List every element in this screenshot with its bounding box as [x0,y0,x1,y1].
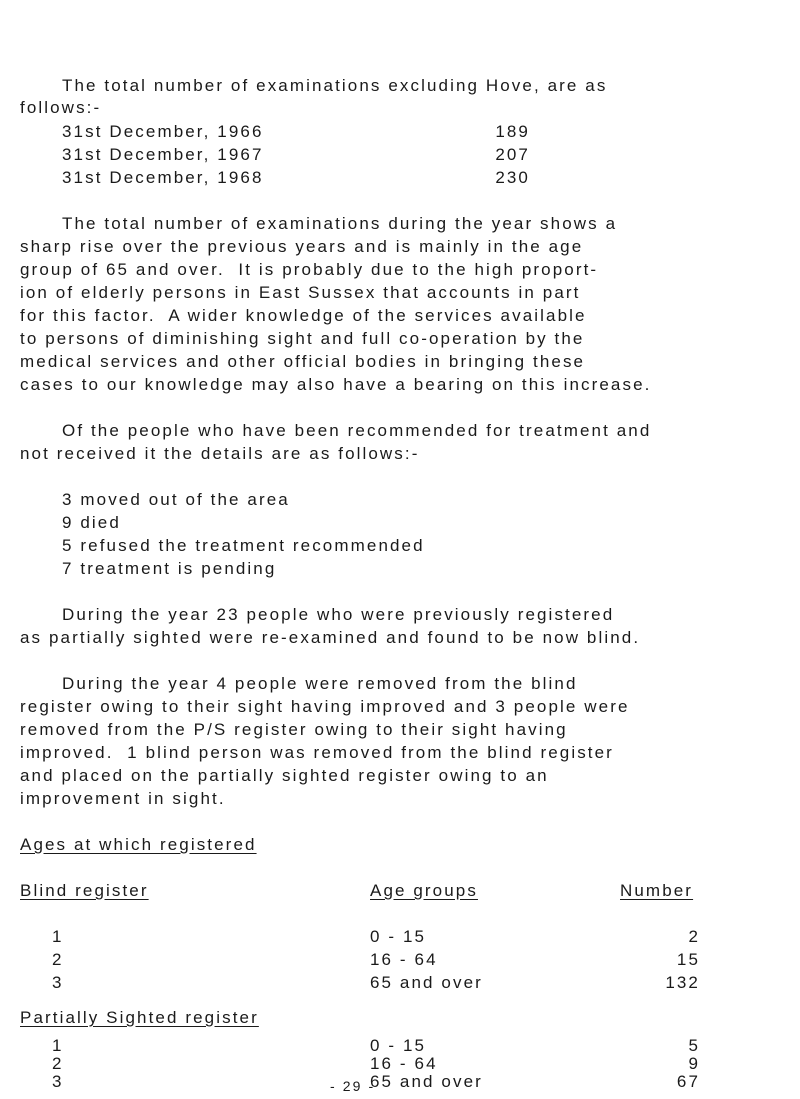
paragraph-line: as partially sighted were re-examined and found to be now blind. [20,628,641,647]
age-group-cell: 0 - 15 [370,927,427,946]
number-cell: 67 [676,1072,700,1091]
paragraph-line: sharp rise over the previous years and is mainly in the age [20,237,584,256]
exam-count-value: 189 [495,122,530,141]
number-cell: 9 [688,1054,700,1073]
paragraph-line: and placed on the partially sighted register owing to an [20,766,549,785]
number-cell: 132 [665,973,700,992]
list-item: 3 moved out of the area [62,490,290,509]
row-index: 3 [52,1072,64,1091]
paragraph-line: removed from the P/S register owing to their sight having [20,720,568,739]
number-cell: 5 [688,1036,700,1055]
exam-count-date: 31st December, 1967 [62,145,264,164]
row-index: 3 [52,973,64,992]
age-group-cell: 16 - 64 [370,1054,438,1073]
list-item: 9 died [62,513,121,532]
row-index: 2 [52,1054,64,1073]
paragraph-line: During the year 4 people were removed from the blind [62,674,578,693]
paragraph-line: improved. 1 blind person was removed from the blind register [20,743,614,762]
age-group-cell: 0 - 15 [370,1036,427,1055]
blind-register-header: Blind register [20,881,149,900]
number-cell: 2 [688,927,700,946]
paragraph-line: The total number of examinations during the year shows a [62,214,618,233]
intro-line-1: The total number of examinations excluding Hove, are as [62,76,608,95]
age-groups-header: Age groups [370,881,478,900]
number-cell: 15 [676,950,700,969]
exam-count-value: 230 [495,168,530,187]
exam-count-date: 31st December, 1968 [62,168,264,187]
list-item: 7 treatment is pending [62,559,277,578]
age-group-cell: 65 and over [370,973,483,992]
intro-line-2: follows:- [20,98,102,117]
age-group-cell: 65 and over [370,1072,483,1091]
paragraph-line: During the year 23 people who were previously registered [62,605,615,624]
paragraph-line: not received it the details are as follows:- [20,444,420,463]
number-header: Number [620,881,694,900]
paragraph-line: to persons of diminishing sight and full co-operation by the [20,329,585,348]
paragraph-line: group of 65 and over. It is probably due to the high proport- [20,260,599,279]
partial-register-header: Partially Sighted register [20,1008,259,1027]
age-group-cell: 16 - 64 [370,950,438,969]
row-index: 1 [52,927,64,946]
list-item: 5 refused the treatment recommended [62,536,425,555]
paragraph-line: cases to our knowledge may also have a bearing on this increase. [20,375,652,394]
paragraph-line: for this factor. A wider knowledge of the services available [20,306,587,325]
paragraph-line: ion of elderly persons in East Sussex that accounts in part [20,283,581,302]
paragraph-line: Of the people who have been recommended for treatment and [62,421,652,440]
paragraph-line: improvement in sight. [20,789,226,808]
row-index: 2 [52,950,64,969]
page-number: - 29 - [330,1078,376,1094]
section-heading: Ages at which registered [20,835,257,854]
row-index: 1 [52,1036,64,1055]
exam-count-date: 31st December, 1966 [62,122,264,141]
exam-count-value: 207 [495,145,530,164]
paragraph-line: medical services and other official bodies in bringing these [20,352,586,371]
paragraph-line: register owing to their sight having improved and 3 people were [20,697,630,716]
